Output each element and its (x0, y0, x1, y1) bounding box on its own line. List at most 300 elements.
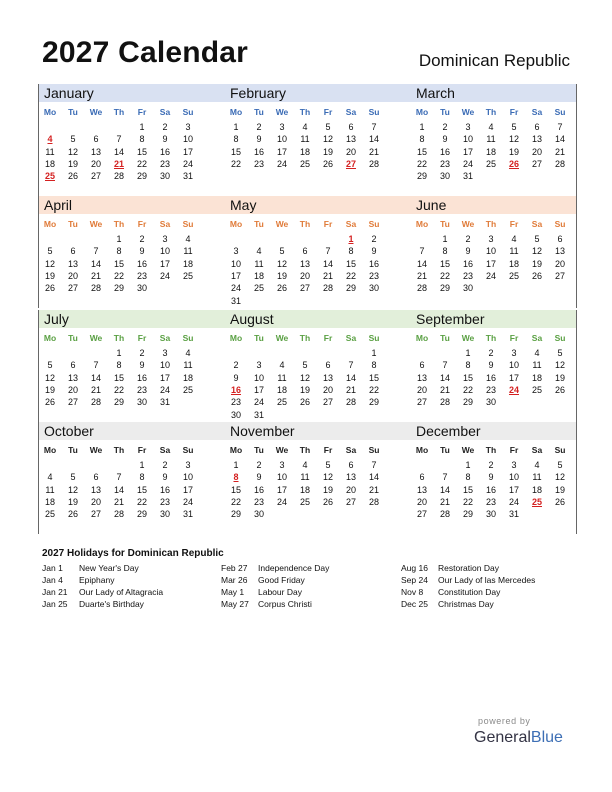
weekday-label: Fr (509, 107, 519, 117)
day-cell: 13 (416, 372, 427, 383)
day-cell: 15 (136, 484, 147, 495)
day-cell: 16 (368, 258, 379, 269)
day-cell: 16 (136, 258, 147, 269)
day-cell: 18 (44, 158, 55, 169)
month-name: September (416, 311, 485, 327)
day-cell: 10 (508, 472, 519, 483)
weekday-label: Th (113, 445, 125, 455)
day-cell: 15 (230, 146, 241, 157)
brand-part-2: Blue (530, 729, 563, 746)
holiday-name: Labour Day (258, 587, 302, 597)
powered-by-label: powered by (478, 716, 531, 726)
weekday-label: Sa (345, 333, 357, 343)
day-cell: 14 (416, 258, 427, 269)
day-cell: 27 (345, 496, 356, 507)
day-cell: 12 (508, 134, 519, 145)
month-name: November (230, 423, 295, 439)
month-march (411, 84, 590, 196)
day-cell: 22 (136, 496, 147, 507)
day-cell: 2 (256, 122, 262, 132)
weekday-label: Tu (440, 445, 450, 455)
weekday-label: Su (368, 219, 380, 229)
day-cell: 17 (159, 372, 170, 383)
month-october (39, 422, 218, 534)
day-cell: 14 (113, 484, 124, 495)
holiday-day-cell: 4 (47, 134, 53, 145)
day-cell: 11 (532, 360, 542, 371)
day-cell: 7 (93, 246, 99, 257)
day-cell: 23 (253, 158, 264, 169)
calendar-grid (38, 84, 575, 535)
holiday-date: Aug 16 (401, 563, 428, 573)
day-cell: 3 (233, 246, 239, 257)
day-cell: 3 (279, 122, 285, 132)
day-cell: 5 (325, 460, 331, 470)
day-cell: 3 (279, 460, 285, 470)
day-cell: 2 (139, 348, 145, 358)
weekday-label: We (275, 219, 289, 229)
weekday-label: Sa (159, 219, 171, 229)
day-cell: 15 (462, 372, 473, 383)
day-cell: 26 (322, 496, 333, 507)
weekday-label: Tu (440, 107, 450, 117)
day-cell: 4 (534, 460, 540, 470)
day-cell: 14 (345, 372, 356, 383)
day-cell: 21 (322, 270, 333, 281)
day-cell: 11 (183, 246, 193, 257)
month-name: August (230, 311, 274, 327)
day-cell: 24 (508, 496, 519, 507)
day-cell: 9 (162, 472, 168, 483)
day-cell: 10 (485, 246, 496, 257)
day-cell: 10 (276, 472, 287, 483)
day-cell: 30 (159, 509, 170, 520)
day-cell: 17 (276, 484, 287, 495)
weekday-label: Mo (415, 107, 429, 117)
day-cell: 26 (322, 158, 333, 169)
day-cell: 9 (488, 360, 494, 371)
weekday-label: Th (113, 219, 125, 229)
day-cell: 3 (162, 348, 168, 358)
day-cell: 9 (162, 134, 168, 145)
day-cell: 26 (554, 384, 565, 395)
weekday-label: Mo (229, 219, 243, 229)
holiday-date: Sep 24 (401, 575, 428, 585)
day-cell: 20 (416, 384, 427, 395)
day-cell: 5 (47, 360, 53, 371)
month-january (39, 84, 218, 196)
day-cell: 4 (302, 122, 308, 132)
day-cell: 19 (299, 384, 310, 395)
day-cell: 6 (419, 472, 425, 483)
day-cell: 9 (465, 246, 471, 257)
day-cell: 1 (116, 234, 122, 244)
day-cell: 12 (276, 258, 287, 269)
day-cell: 22 (439, 270, 450, 281)
day-cell: 8 (139, 134, 145, 145)
day-cell: 3 (511, 460, 517, 470)
day-cell: 24 (182, 496, 193, 507)
weekday-label: Tu (68, 333, 78, 343)
holiday-day-cell: 27 (345, 158, 356, 169)
month-name: July (44, 311, 69, 327)
day-cell: 10 (159, 246, 170, 257)
day-cell: 10 (462, 134, 473, 145)
day-cell: 11 (45, 146, 55, 157)
weekday-label: Mo (415, 219, 429, 229)
day-cell: 9 (256, 472, 262, 483)
day-cell: 20 (67, 384, 78, 395)
day-cell: 18 (182, 258, 193, 269)
day-cell: 1 (465, 348, 471, 358)
day-cell: 20 (531, 146, 542, 157)
day-cell: 23 (253, 496, 264, 507)
day-cell: 4 (47, 472, 53, 483)
holiday-item (401, 574, 535, 586)
holiday-day-cell: 16 (230, 384, 241, 395)
weekday-label: Mo (43, 333, 57, 343)
holiday-item (42, 574, 114, 586)
day-cell: 4 (279, 360, 285, 371)
day-cell: 19 (67, 496, 78, 507)
day-cell: 3 (256, 360, 262, 371)
country-name: Dominican Republic (418, 51, 570, 70)
day-cell: 3 (185, 460, 191, 470)
weekday-label: Su (368, 445, 380, 455)
weekday-label: Th (113, 333, 125, 343)
day-cell: 25 (44, 509, 55, 520)
day-cell: 6 (534, 122, 540, 132)
day-cell: 9 (488, 472, 494, 483)
day-cell: 30 (485, 397, 496, 408)
holiday-day-cell: 26 (508, 158, 519, 169)
day-cell: 29 (345, 283, 356, 294)
day-cell: 23 (136, 384, 147, 395)
day-cell: 6 (70, 360, 76, 371)
quarter-1 (38, 84, 577, 196)
holiday-date: Nov 8 (401, 587, 424, 597)
day-cell: 17 (508, 484, 519, 495)
day-cell: 24 (276, 496, 287, 507)
weekday-label: Su (554, 445, 566, 455)
weekday-label: Tu (254, 107, 264, 117)
holiday-name: Duarte's Birthday (79, 599, 144, 609)
day-cell: 25 (299, 158, 310, 169)
month-september (411, 310, 590, 422)
month-february (225, 84, 404, 196)
day-cell: 5 (557, 348, 563, 358)
day-cell: 31 (159, 397, 170, 408)
day-cell: 22 (113, 384, 124, 395)
holiday-name: Epiphany (79, 575, 115, 585)
holiday-date: Dec 25 (401, 599, 428, 609)
day-cell: 5 (302, 360, 308, 371)
day-cell: 26 (554, 496, 565, 507)
day-cell: 27 (299, 283, 310, 294)
day-cell: 28 (554, 158, 565, 169)
day-cell: 11 (300, 134, 310, 145)
weekday-label: Mo (415, 333, 429, 343)
weekday-label: Su (182, 333, 194, 343)
day-cell: 30 (136, 397, 147, 408)
weekday-label: Th (299, 107, 311, 117)
month-may (225, 196, 404, 308)
day-cell: 16 (485, 484, 496, 495)
day-cell: 28 (416, 283, 427, 294)
month-june (411, 196, 590, 308)
day-cell: 24 (159, 270, 170, 281)
day-cell: 7 (93, 360, 99, 371)
weekday-label: Fr (509, 333, 519, 343)
day-cell: 6 (70, 246, 76, 257)
day-cell: 27 (531, 158, 542, 169)
day-cell: 10 (508, 360, 519, 371)
day-cell: 18 (253, 270, 264, 281)
day-cell: 17 (276, 146, 287, 157)
weekday-label: Mo (229, 107, 243, 117)
day-cell: 21 (439, 496, 450, 507)
weekday-label: Th (299, 445, 311, 455)
day-cell: 19 (67, 158, 78, 169)
day-cell: 12 (322, 472, 333, 483)
weekday-label: Fr (137, 445, 147, 455)
day-cell: 14 (90, 372, 101, 383)
day-cell: 5 (557, 460, 563, 470)
day-cell: 17 (485, 258, 496, 269)
holiday-item (221, 586, 302, 598)
day-cell: 4 (185, 234, 191, 244)
weekday-label: Sa (159, 333, 171, 343)
weekday-label: Su (182, 445, 194, 455)
day-cell: 26 (44, 283, 55, 294)
weekday-label: Fr (137, 333, 147, 343)
day-cell: 12 (554, 472, 565, 483)
weekday-label: Su (368, 107, 380, 117)
day-cell: 8 (116, 246, 122, 257)
day-cell: 12 (44, 258, 55, 269)
brand-part-1: General (474, 729, 531, 746)
day-cell: 11 (509, 246, 519, 257)
day-cell: 24 (276, 158, 287, 169)
day-cell: 10 (182, 472, 193, 483)
day-cell: 14 (554, 134, 565, 145)
day-cell: 26 (299, 397, 310, 408)
day-cell: 1 (139, 460, 145, 470)
weekday-label: Sa (531, 107, 543, 117)
day-cell: 4 (185, 348, 191, 358)
day-cell: 17 (253, 384, 264, 395)
holiday-item (401, 586, 500, 598)
day-cell: 22 (462, 496, 473, 507)
holiday-day-cell: 1 (348, 234, 354, 244)
day-cell: 30 (253, 509, 264, 520)
day-cell: 30 (485, 509, 496, 520)
weekday-label: Mo (229, 333, 243, 343)
day-cell: 3 (465, 122, 471, 132)
month-december (411, 422, 590, 534)
day-cell: 15 (230, 484, 241, 495)
day-cell: 23 (462, 270, 473, 281)
day-cell: 29 (416, 171, 427, 182)
day-cell: 14 (322, 258, 333, 269)
day-cell: 7 (116, 472, 122, 483)
holiday-day-cell: 24 (508, 384, 519, 395)
quarter-4 (38, 422, 577, 534)
holidays-title: 2027 Holidays for Dominican Republic (42, 548, 224, 559)
day-cell: 5 (70, 134, 76, 145)
holiday-day-cell: 21 (113, 158, 124, 169)
day-cell: 8 (465, 360, 471, 371)
day-cell: 5 (70, 472, 76, 483)
holiday-name: Our Lady of las Mercedes (438, 575, 536, 585)
day-cell: 10 (253, 372, 264, 383)
day-cell: 31 (508, 509, 519, 520)
weekday-label: Sa (345, 107, 357, 117)
brand-logo[interactable] (474, 729, 563, 747)
day-cell: 22 (462, 384, 473, 395)
day-cell: 23 (159, 158, 170, 169)
day-cell: 11 (183, 360, 193, 371)
day-cell: 2 (488, 460, 494, 470)
day-cell: 13 (67, 258, 78, 269)
weekday-label: We (461, 219, 475, 229)
weekday-label: We (89, 445, 103, 455)
day-cell: 16 (253, 484, 264, 495)
month-name: December (416, 423, 481, 439)
month-july (39, 310, 218, 422)
day-cell: 27 (554, 270, 565, 281)
day-cell: 20 (90, 158, 101, 169)
day-cell: 14 (439, 372, 450, 383)
day-cell: 16 (253, 146, 264, 157)
day-cell: 14 (439, 484, 450, 495)
day-cell: 30 (368, 283, 379, 294)
weekday-label: Sa (531, 445, 543, 455)
day-cell: 13 (322, 372, 333, 383)
day-cell: 15 (416, 146, 427, 157)
day-cell: 17 (462, 146, 473, 157)
day-cell: 13 (416, 484, 427, 495)
weekday-label: Su (554, 219, 566, 229)
weekday-label: Su (182, 107, 194, 117)
day-cell: 1 (139, 122, 145, 132)
day-cell: 11 (532, 472, 542, 483)
weekday-label: Sa (345, 445, 357, 455)
holiday-name: Christmas Day (438, 599, 494, 609)
day-cell: 17 (508, 372, 519, 383)
day-cell: 9 (139, 246, 145, 257)
day-cell: 15 (113, 372, 124, 383)
day-cell: 29 (136, 171, 147, 182)
weekday-label: Th (113, 107, 125, 117)
day-cell: 12 (322, 134, 333, 145)
day-cell: 21 (416, 270, 427, 281)
day-cell: 19 (322, 146, 333, 157)
day-cell: 10 (159, 360, 170, 371)
day-cell: 13 (67, 372, 78, 383)
day-cell: 22 (345, 270, 356, 281)
holiday-date: Feb 27 (221, 563, 248, 573)
day-cell: 14 (113, 146, 124, 157)
day-cell: 22 (416, 158, 427, 169)
weekday-label: We (461, 333, 475, 343)
day-cell: 16 (136, 372, 147, 383)
day-cell: 6 (325, 360, 331, 371)
holiday-item (221, 598, 312, 610)
day-cell: 16 (462, 258, 473, 269)
day-cell: 28 (90, 397, 101, 408)
day-cell: 28 (113, 509, 124, 520)
day-cell: 29 (113, 397, 124, 408)
day-cell: 24 (462, 158, 473, 169)
weekday-label: We (461, 445, 475, 455)
day-cell: 30 (159, 171, 170, 182)
day-cell: 17 (182, 146, 193, 157)
day-cell: 13 (299, 258, 310, 269)
holiday-date: Jan 1 (42, 563, 63, 573)
day-cell: 25 (276, 397, 287, 408)
weekday-label: Sa (159, 107, 171, 117)
day-cell: 25 (508, 270, 519, 281)
day-cell: 23 (230, 397, 241, 408)
day-cell: 24 (485, 270, 496, 281)
day-cell: 2 (442, 122, 448, 132)
day-cell: 20 (299, 270, 310, 281)
day-cell: 2 (465, 234, 471, 244)
day-cell: 29 (368, 397, 379, 408)
day-cell: 27 (416, 397, 427, 408)
weekday-label: Fr (509, 445, 519, 455)
holiday-date: May 1 (221, 587, 245, 597)
day-cell: 15 (439, 258, 450, 269)
day-cell: 20 (322, 384, 333, 395)
holiday-name: Corpus Christi (258, 599, 312, 609)
day-cell: 7 (371, 122, 377, 132)
day-cell: 27 (90, 509, 101, 520)
day-cell: 28 (322, 283, 333, 294)
day-cell: 12 (531, 246, 542, 257)
month-april (39, 196, 218, 308)
day-cell: 1 (419, 122, 425, 132)
month-name: January (44, 85, 94, 101)
day-cell: 30 (136, 283, 147, 294)
day-cell: 19 (554, 484, 565, 495)
day-cell: 26 (44, 397, 55, 408)
holiday-item (401, 562, 499, 574)
day-cell: 22 (230, 158, 241, 169)
weekday-label: Tu (68, 219, 78, 229)
day-cell: 4 (511, 234, 517, 244)
day-cell: 11 (254, 258, 264, 269)
day-cell: 25 (299, 496, 310, 507)
weekday-label: Fr (509, 219, 519, 229)
holiday-name: Good Friday (258, 575, 305, 585)
day-cell: 25 (182, 270, 193, 281)
day-cell: 26 (67, 171, 78, 182)
day-cell: 10 (230, 258, 241, 269)
day-cell: 26 (276, 283, 287, 294)
day-cell: 31 (230, 295, 241, 306)
holiday-item (221, 562, 329, 574)
day-cell: 8 (348, 246, 354, 257)
holiday-day-cell: 25 (531, 496, 542, 507)
day-cell: 1 (371, 348, 377, 358)
day-cell: 29 (113, 283, 124, 294)
holiday-day-cell: 25 (44, 171, 55, 182)
weekday-label: Fr (323, 445, 333, 455)
weekday-label: Tu (68, 107, 78, 117)
day-cell: 7 (557, 122, 563, 132)
